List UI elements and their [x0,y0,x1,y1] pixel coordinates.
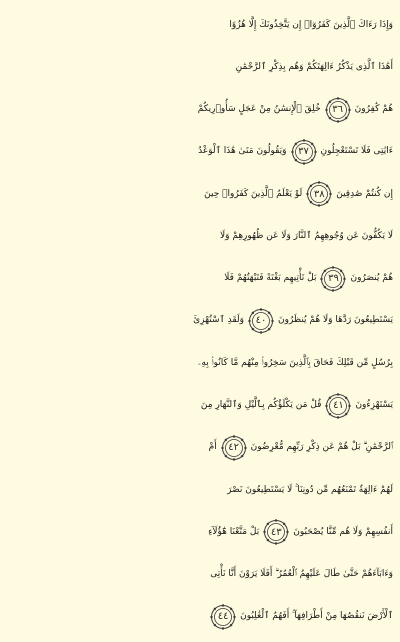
verse-text: بَلْ تَأْتِيهِم بَغْتَةً فَتَبْهَتُهُمْ فَلَا [224,273,317,284]
verse-text: ٱلرَّحْمَٰنِ ۗ بَلْ هُمْ عَن ذِكْرِ رَبِّهِم مُّعْرِضُونَ [250,442,393,453]
verse-line [6,427,394,469]
ayah-number: ٤٤ [217,611,229,623]
verse-text: خُلِقَ ٱلْإِنسَٰنُ مِنْ عَجَلٍ سَأُو۟رِيكُمْ [197,104,321,115]
ayah-number-marker [291,139,317,165]
ayah-number: ٣٨ [313,188,325,200]
ayah-number: ٤٣ [270,526,282,538]
ayah-number-marker [306,181,332,207]
verse-text: هُمْ كَٰفِرُونَ [354,104,393,115]
verse-line [6,215,394,257]
verse-text: بَلْ مَتَّعْنَا هَٰٓؤُلَآءِ [208,526,260,537]
ayah-number: ٤١ [333,400,344,412]
verse-line [6,469,394,511]
verse-text: لَهُمْ ءَالِهَةٌ تَمْنَعُهُم مِّن دُونِنَا ۚ لَا يَسْتَطِيعُونَ نَصْرَ [227,484,393,495]
ayah-number: ٣٧ [298,146,309,158]
verse-text: ءَايَٰتِى فَلَا تَسْتَعْجِلُونِ [320,146,393,157]
verse-line [6,4,394,46]
ayah-number-marker [325,393,351,419]
ayah-number-marker [320,266,346,292]
ayah-number-marker [325,97,351,123]
verse-line [6,384,394,426]
verse-line [6,342,394,384]
verse-line [6,46,394,88]
verse-text: وَإِذَا رَءَاكَ ٱلَّذِينَ كَفَرُوٓا۟ إِن يَتَّخِذُونَكَ إِلَّا هُزُوًا [229,19,393,30]
verse-text: قُلْ مَن يَكْلَؤُكُم بِٱلَّيْلِ وَٱلنَّهَارِ مِنَ [200,400,322,411]
ayah-number-marker [221,435,247,461]
verse-text: أَمْ [208,442,217,453]
verse-line [6,596,394,638]
ayah-number: ٤٢ [228,442,240,454]
verse-text: يَسْتَهْزِءُونَ [355,400,393,411]
verse-text: وَلَقَدِ ٱسْتُهْزِئَ [193,315,245,326]
verse-line [6,258,394,300]
verse-line [6,89,394,131]
verse-text: إِن كُنتُمْ صَٰدِقِينَ [336,188,393,199]
verse-text: أَنفُسِهِمْ وَلَا هُم مِّنَّا يُصْحَبُونَ [293,526,393,537]
ayah-number: ٣٦ [332,104,344,116]
verse-text: وَءَابَآءَهُمْ حَتَّىٰ طَالَ عَلَيْهِمُ ٱلْعُمُرُ ۗ أَفَلَا يَرَوْنَ أَنَّا نَأْتِى [210,569,393,580]
verse-line [6,511,394,553]
verse-line [6,173,394,215]
verse-line [6,131,394,173]
ayah-number: ٣٩ [328,273,339,285]
ayah-number-marker [210,604,236,630]
verse-line [6,553,394,595]
ayah-number-marker [248,308,274,334]
verse-text: أَهَٰذَا ٱلَّذِى يَذْكُرُ ءَالِهَتَكُمْ وَهُم بِذِكْرِ ٱلرَّحْمَٰنِ [235,61,393,72]
verse-text: لَا يَكُفُّونَ عَن وُجُوهِهِمُ ٱلنَّارَ وَلَا عَن ظُهُورِهِمْ وَلَا [219,230,393,241]
ayah-number: ٤٠ [255,315,267,327]
verse-text: يَسْتَطِيعُونَ رَدَّهَا وَلَا هُمْ يُنظَرُونَ [278,315,393,326]
verse-text: وَيَقُولُونَ مَتَىٰ هَٰذَا ٱلْوَعْدُ [198,146,287,157]
verse-text: هُمْ يُنصَرُونَ [350,273,393,284]
verse-line [6,300,394,342]
verse-text: ٱلْأَرْضَ نَنقُصُهَا مِنْ أَطْرَافِهَآ ۚ أَفَهُمُ ٱلْغَٰلِبُونَ [240,611,393,622]
verse-text: لَوْ يَعْلَمُ ٱلَّذِينَ كَفَرُوا۟ حِينَ [204,188,303,199]
ayah-number-marker [263,519,289,545]
verse-text: بِرُسُلٍ مِّن قَبْلِكَ فَحَاقَ بِٱلَّذِينَ سَخِرُوا۟ مِنْهُم مَّا كَانُوا۟ بِهِۦ [197,357,393,368]
